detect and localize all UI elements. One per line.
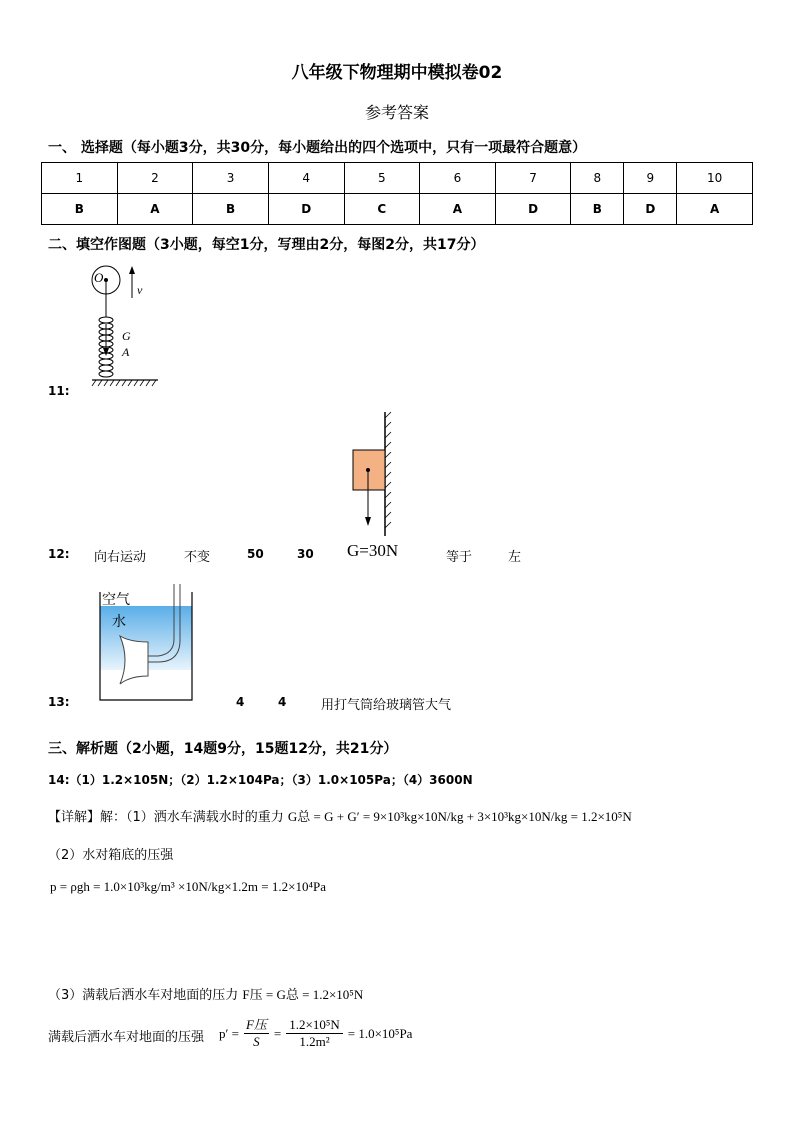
q13-answer-1: 4 [236, 695, 245, 709]
q13-container-figure [96, 584, 196, 704]
q11-label: 11: [48, 384, 70, 398]
q12-answer-1: 向右运动 [94, 550, 147, 565]
q12-label: 12: [48, 547, 70, 561]
question-number-cell: 9 [624, 163, 677, 194]
eq4-equals: = [273, 1025, 282, 1041]
eq4-rhs: = 1.0×10⁵Pa [347, 1025, 413, 1041]
fig-label-g: G [122, 329, 131, 343]
fig-label-air: 空气 [102, 592, 130, 608]
answer-cell: A [677, 194, 753, 225]
q13-answer-2: 4 [278, 695, 287, 709]
question-number-cell: 10 [677, 163, 753, 194]
equation-4 [219, 1017, 412, 1050]
eq4-fraction-1 [244, 1017, 269, 1050]
question-number-cell: 6 [420, 163, 496, 194]
page-title: 八年级下物理期中模拟卷02 [291, 63, 503, 83]
answer-cell: B [571, 194, 624, 225]
answer-cell: D [624, 194, 677, 225]
q12-answer-2: 不变 [184, 550, 211, 565]
detail-line-3 [48, 984, 363, 1003]
detail-prefix: 【详解】解：（1）洒水车满载水时的重力 [48, 810, 284, 825]
eq4-frac2-num: 1.2×10⁵N [286, 1017, 343, 1034]
question-number-cell: 4 [268, 163, 344, 194]
fig-label-o: O [94, 270, 104, 285]
equation-2: p = ρgh = 1.0×10³kg/m³ ×10N/kg×1.2m = 1.2×10⁴Pa [50, 879, 326, 894]
page-subtitle: 参考答案 [364, 103, 429, 122]
q13-answer-3: 用打气筒给玻璃管大气 [321, 698, 452, 713]
question-number-cell: 1 [42, 163, 118, 194]
answer-cell: D [268, 194, 344, 225]
section1-heading: 一、 选择题（每小题3分，共30分，每小题给出的四个选项中，只有一项最符合题意） [48, 140, 587, 156]
question-number-cell: 3 [193, 163, 269, 194]
q12-answer-5: 等于 [446, 550, 473, 565]
q12-answer-3: 50 [247, 547, 264, 561]
equation-3: F压 = G总 = 1.2×10⁵N [242, 987, 364, 1002]
eq4-frac1-num: F压 [245, 1017, 267, 1032]
q12-block-figure [345, 408, 395, 538]
table-row [42, 194, 753, 225]
q12-force-label: G=30N [347, 541, 399, 560]
answer-cell: B [42, 194, 118, 225]
fig-label-a: A [122, 345, 130, 359]
answer-cell: D [495, 194, 571, 225]
eq4-frac1-den: S [253, 1034, 260, 1049]
table-row [42, 163, 753, 194]
section2-heading: 二、填空作图题（3小题，每空1分，写理由2分，每图2分，共17分） [48, 237, 485, 253]
question-number-cell: 2 [117, 163, 193, 194]
q14-answer-summary: 14:（1）1.2×105N；（2）1.2×104Pa；（3）1.0×105Pa；（4）3600N [48, 773, 473, 787]
q12-answer-4: 30 [297, 547, 314, 561]
section3-heading: 三、解析题（2小题，14题9分，15题12分，共21分） [48, 741, 398, 757]
fig-label-v: v [137, 283, 143, 297]
detail-part-3b: 满载后洒水车对地面的压强 [48, 1030, 205, 1045]
answer-table [41, 162, 753, 225]
eq4-frac2-den: 1.2m² [299, 1034, 330, 1049]
detail-part-2: （2）水对箱底的压强 [48, 848, 174, 863]
answer-cell: B [193, 194, 269, 225]
question-number-cell: 8 [571, 163, 624, 194]
equation-1: G总 = G + G′ = 9×10³kg×10N/kg + 3×10³kg×10N/kg = 1.2×10⁵N [287, 809, 632, 824]
eq4-fraction-2 [286, 1017, 343, 1050]
q12-answer-6: 左 [508, 550, 522, 565]
detail-line-1 [48, 806, 632, 825]
question-number-cell: 7 [495, 163, 571, 194]
answer-cell: C [344, 194, 420, 225]
question-number-cell: 5 [344, 163, 420, 194]
q11-spring-figure [90, 262, 170, 397]
answer-cell: A [117, 194, 193, 225]
answer-cell: A [420, 194, 496, 225]
q13-label: 13: [48, 695, 70, 709]
detail-part-3: （3）满载后洒水车对地面的压力 [48, 988, 239, 1003]
eq4-lhs: p′ = [219, 1025, 239, 1041]
fig-label-water: 水 [112, 614, 126, 630]
